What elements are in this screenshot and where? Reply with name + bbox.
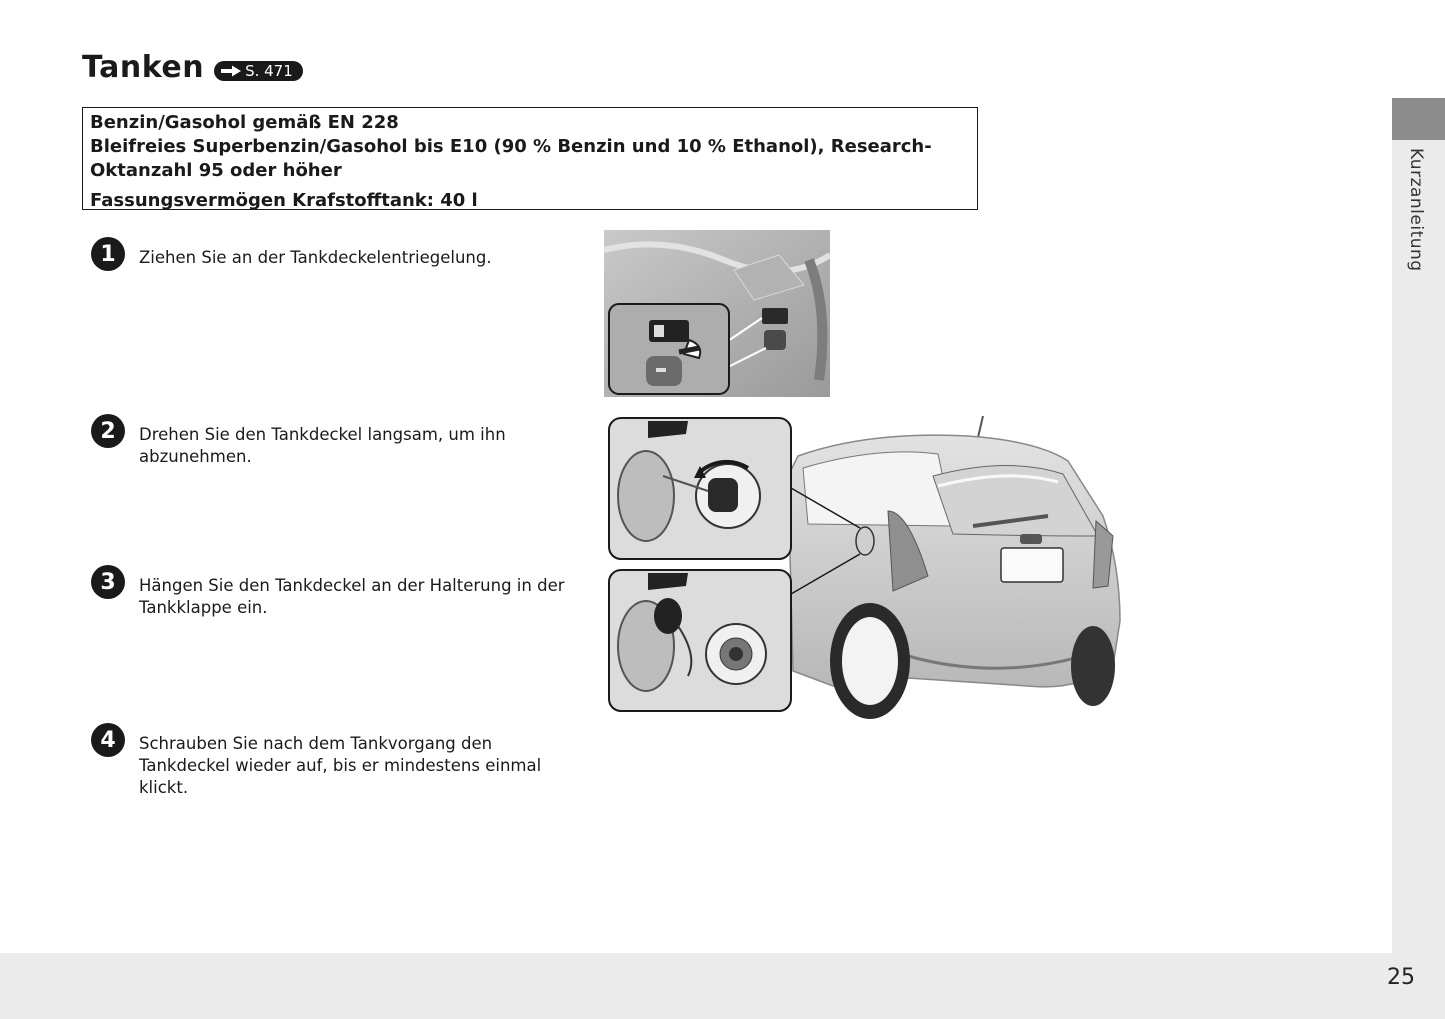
step-number: 2 <box>91 414 125 448</box>
fuel-type-line: Benzin/Gasohol gemäß EN 228 <box>90 112 399 133</box>
arrow-right-icon <box>220 65 242 77</box>
step-2 <box>91 414 571 468</box>
side-tab-marker <box>1392 98 1445 140</box>
step-text: Hängen Sie den Tankdeckel an der Halterung in der Tankklappe ein. <box>139 576 565 617</box>
step-number: 4 <box>91 723 125 757</box>
step-4 <box>91 723 571 799</box>
step-1 <box>91 237 571 271</box>
fuel-release-illustration <box>604 230 830 397</box>
fuel-info-box <box>82 107 978 210</box>
page-reference-text: S. 471 <box>245 61 293 80</box>
step-3 <box>91 565 571 619</box>
page-header <box>82 50 303 85</box>
page-title: Tanken <box>82 50 205 85</box>
step-text: Drehen Sie den Tankdeckel langsam, um ihn abzunehmen. <box>139 425 506 466</box>
fuel-grade-line: Bleifreies Superbenzin/Gasohol bis E10 (90 % Benzin und 10 % Ethanol), Research-Oktanzahl 95 oder höher <box>90 136 932 181</box>
page-number: 25 <box>1387 965 1415 990</box>
side-tab-label: Kurzanleitung <box>1406 148 1426 272</box>
page-reference-link[interactable] <box>214 61 303 81</box>
step-number: 1 <box>91 237 125 271</box>
fuel-cap-car-illustration <box>608 416 1128 722</box>
step-text: Ziehen Sie an der Tankdeckelentriegelung. <box>139 248 492 267</box>
tank-capacity-line: Fassungsvermögen Krafstofftank: 40 l <box>90 190 478 211</box>
step-text: Schrauben Sie nach dem Tankvorgang den Tankdeckel wieder auf, bis er mindestens einmal klickt. <box>139 734 542 797</box>
page-footer <box>0 953 1445 1019</box>
step-number: 3 <box>91 565 125 599</box>
